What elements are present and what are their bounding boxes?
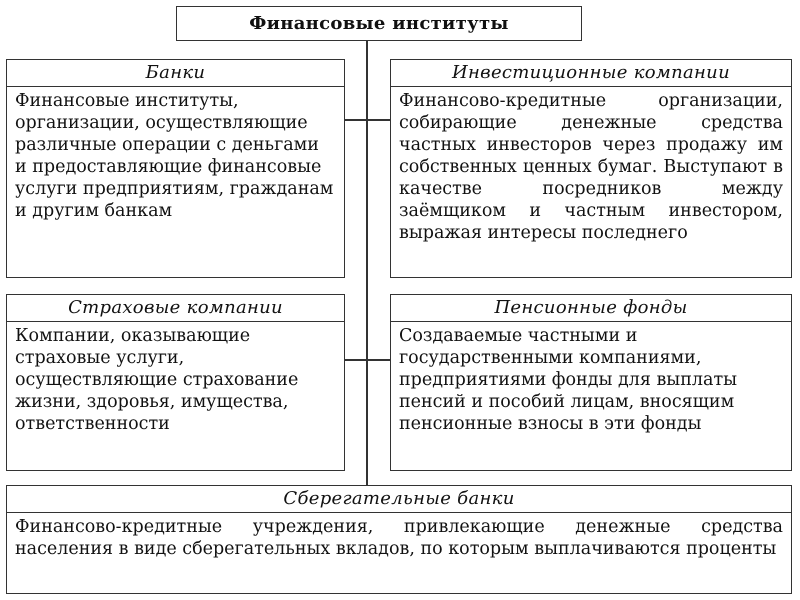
insurance-node bbox=[6, 294, 345, 471]
root-title: Финансовые институты bbox=[249, 13, 509, 34]
banks-description: Финансовые институты, организации, осуществляющие различные операции с деньгами и предоставляющие финансовые услуги предприятиям, гражданам и другим банкам bbox=[15, 91, 334, 221]
root-node bbox=[176, 6, 582, 41]
connector-row2 bbox=[345, 359, 390, 361]
investment-title: Инвестиционные компании bbox=[391, 60, 791, 87]
pension-node bbox=[390, 294, 792, 471]
savings-title: Сберегательные банки bbox=[7, 486, 791, 513]
savings-description: Финансово-кредитные учреждения, привлекающие денежные средства населения в виде сберегательных вкладов, по которым выплачиваются проценты bbox=[15, 517, 783, 559]
banks-title: Банки bbox=[7, 60, 344, 87]
investment-description: Финансово-кредитные организации, собирающие денежные средства частных инвесторов через продажу им собственных ценных бумаг. Выступают в качестве посредников между заёмщиком и частным инвестором, выражая интересы последнего bbox=[399, 91, 783, 243]
savings-node bbox=[6, 485, 792, 594]
connector-row1 bbox=[345, 119, 390, 121]
pension-description: Создаваемые частными и государственными компаниями, предприятиями фонды для выплаты пенсий и пособий лицам, вносящим пенсионные взносы в эти фонды bbox=[399, 326, 738, 434]
pension-title: Пенсионные фонды bbox=[391, 295, 791, 322]
banks-node bbox=[6, 59, 345, 278]
insurance-title: Страховые компании bbox=[7, 295, 344, 322]
investment-node bbox=[390, 59, 792, 278]
connector-trunk bbox=[366, 41, 368, 485]
insurance-description: Компании, оказывающие страховые услуги, осуществляющие страхование жизни, здоровья, имущества, ответственности bbox=[15, 326, 299, 434]
